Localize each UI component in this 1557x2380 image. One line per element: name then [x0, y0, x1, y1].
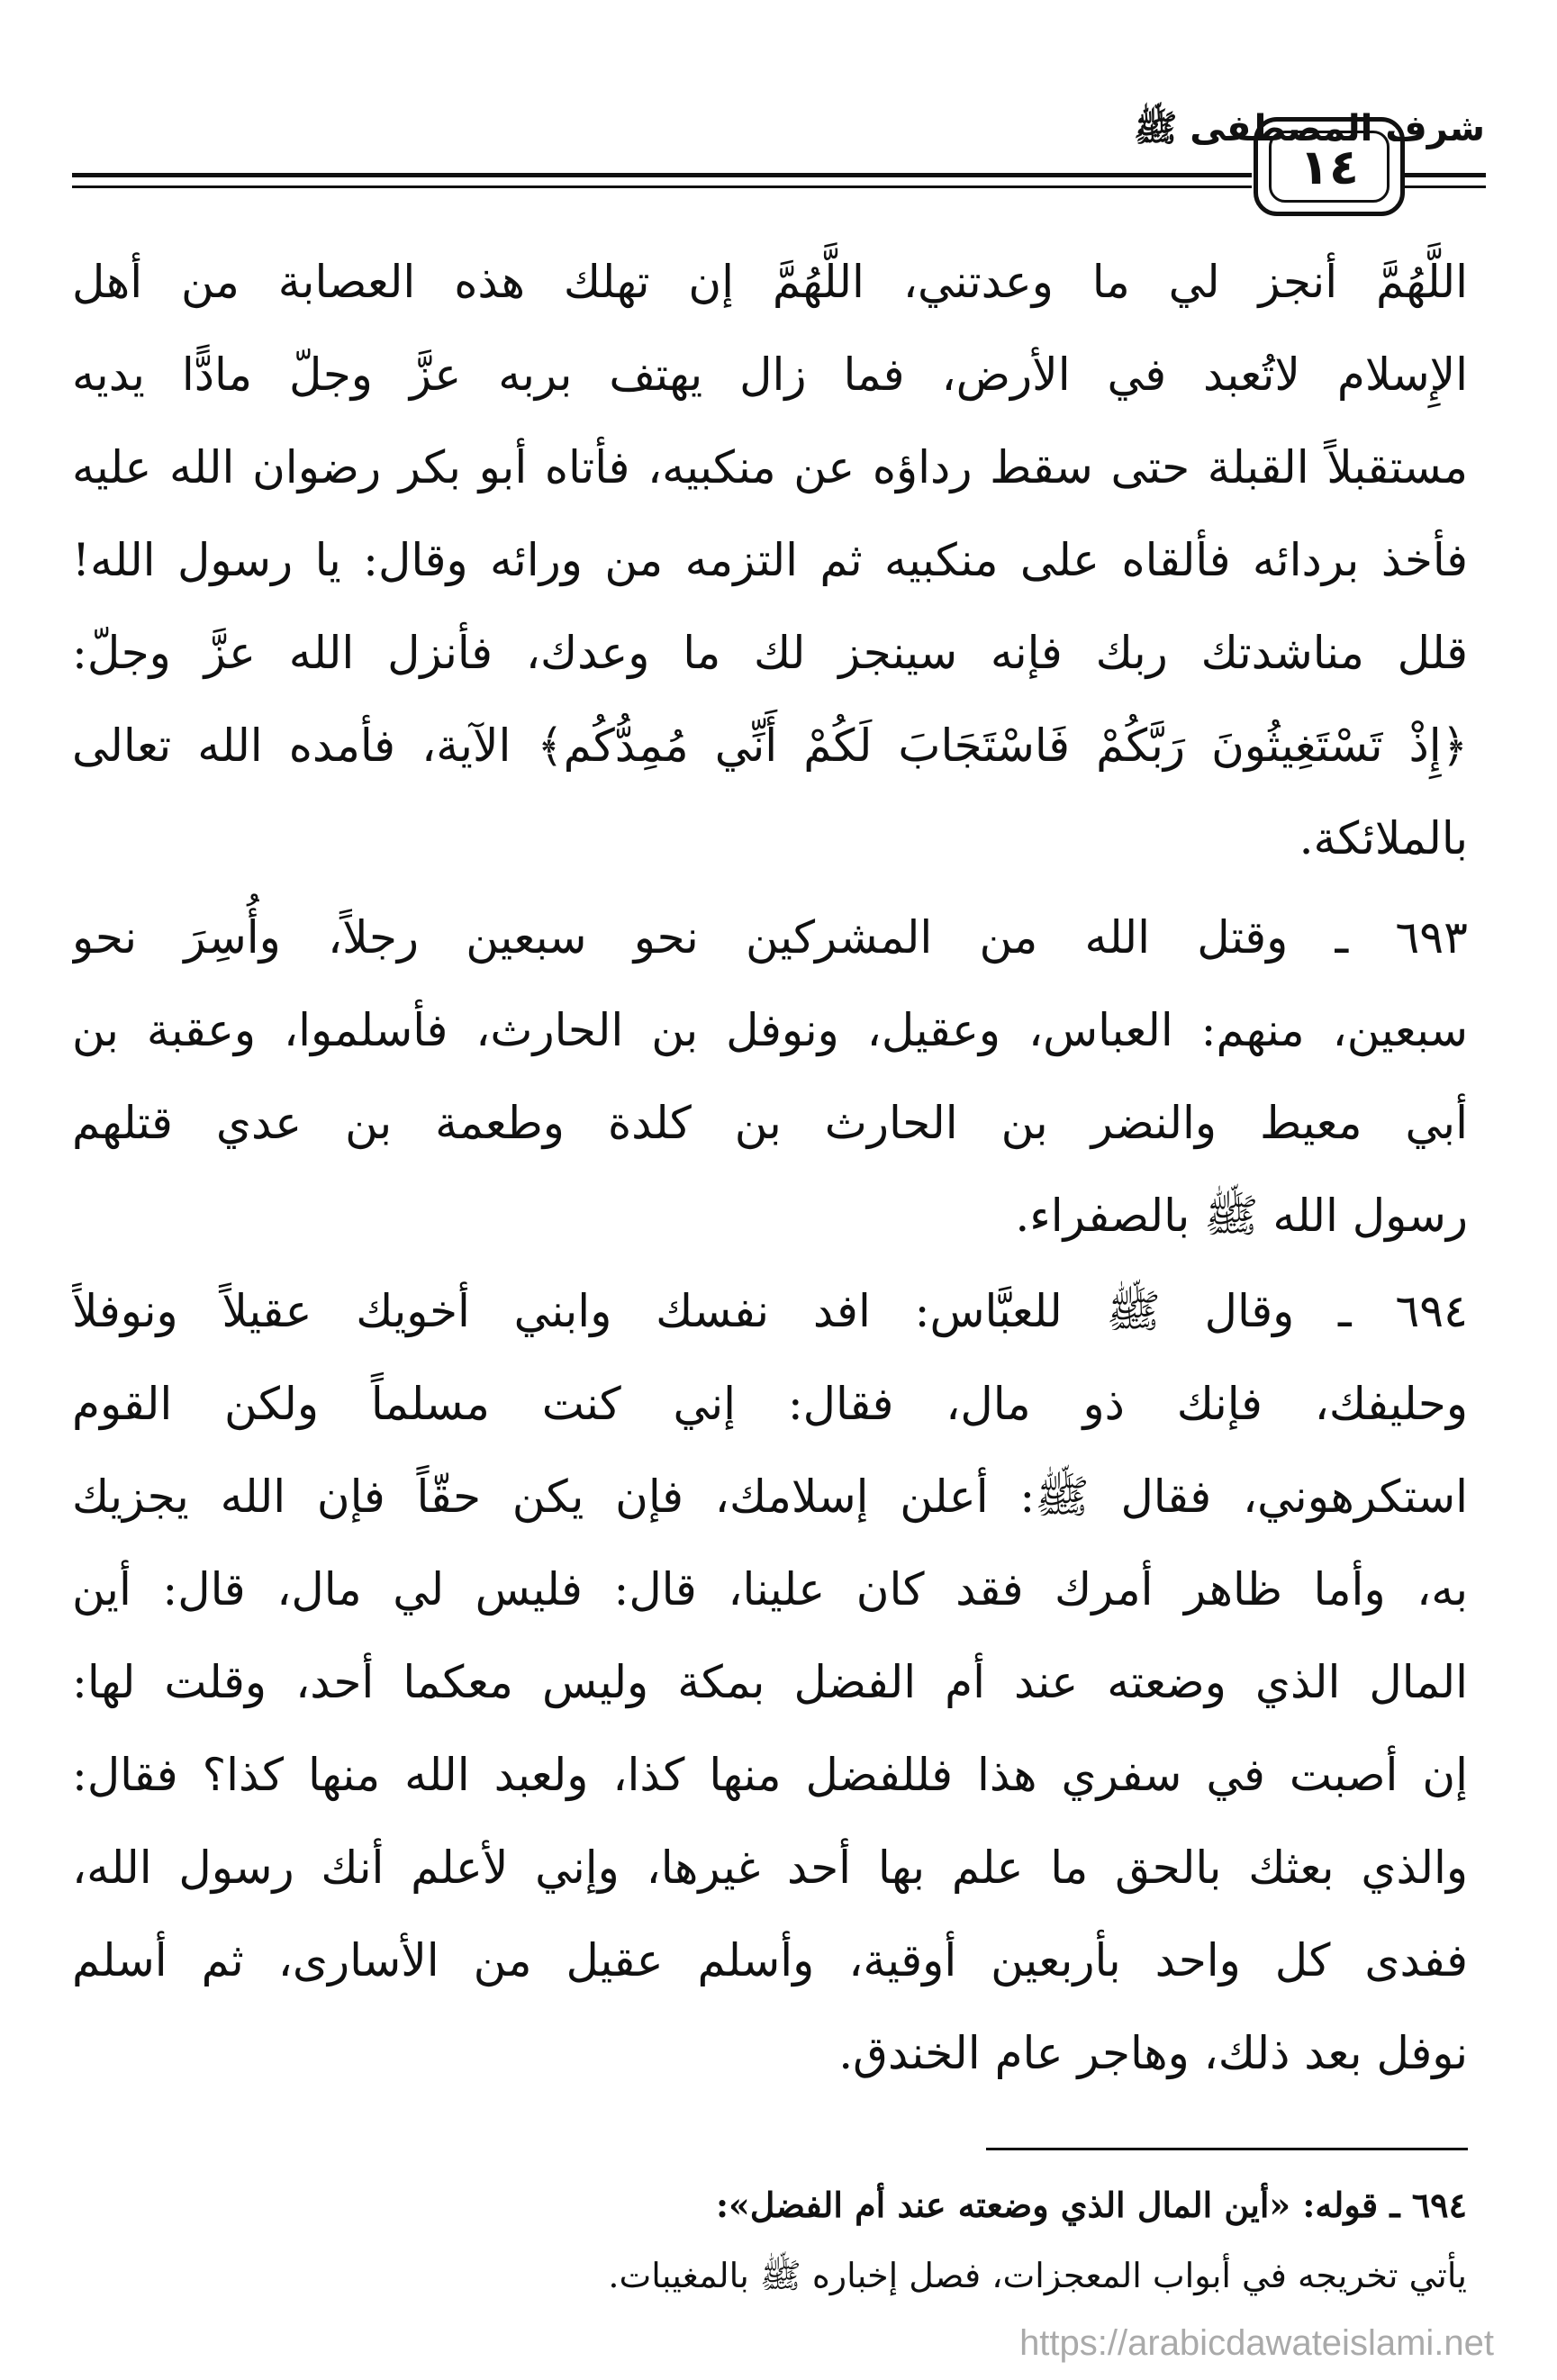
text-line: إن أصبت في سفري هذا فللفضل منها كذا، ولعبد الله منها كذا؟ فقال: — [72, 1749, 1468, 1801]
page-number-frame — [1254, 117, 1405, 216]
running-header-title: شرف المصطفى ﷺ — [1133, 108, 1485, 149]
header-rule-thin-right — [1405, 186, 1486, 188]
text-line: به، وأما ظاهر أمرك فقد كان علينا، قال: فليس لي مال، قال: أين — [72, 1563, 1468, 1615]
header-rule-thick — [72, 173, 1252, 177]
footnote — [206, 2170, 1467, 2311]
watermark-url: https://arabicdawateislami.net — [1019, 2323, 1494, 2363]
text-line: سبعين، منهم: العباس، وعقيل، ونوفل بن الحارث، فأسلموا، وعقبة بن — [72, 1004, 1468, 1056]
footnote-body: يأتي تخريجه في أبواب المعجزات، فصل إخباره ﷺ بالمغيبات. — [608, 2256, 1467, 2295]
paragraph-693 — [72, 891, 1468, 1262]
text-line: ٦٩٤ ـ وقال ﷺ للعبَّاس: افد نفسك وابني أخويك عقيلاً ونوفلاً — [72, 1285, 1468, 1337]
text-line: اللَّهُمَّ أنجز لي ما وعدتني، اللَّهُمَّ إن تهلك هذه العصابة من أهل — [72, 256, 1468, 308]
text-line: استكرهوني، فقال ﷺ: أعلن إسلامك، فإن يكن حقّاً فإن الله يجزيك — [72, 1471, 1468, 1523]
text-line: وحليفك، فإنك ذو مال، فقال: إني كنت مسلماً ولكن القوم — [72, 1378, 1468, 1430]
text-line: أبي معيط والنضر بن الحارث بن كلدة وطعمة بن عدي قتلهم — [72, 1097, 1468, 1149]
footnote-heading: ٦٩٤ ـ قوله: «أين المال الذي وضعته عند أم الفضل»: — [716, 2185, 1467, 2225]
text-line: ﴿إِذْ تَسْتَغِيثُونَ رَبَّكُمْ فَاسْتَجَابَ لَكُمْ أَنِّي مُمِدُّكُم﴾ الآية، فأمده الله تعالى — [72, 719, 1468, 772]
text-line: المال الذي وضعته عند أم الفضل بمكة وليس معكما أحد، وقلت لها: — [72, 1656, 1468, 1708]
text-line: بالملائكة. — [1299, 812, 1468, 864]
text-line: مستقبلاً القبلة حتى سقط رداؤه عن منكبيه، فأتاه أبو بكر رضوان الله عليه — [72, 441, 1468, 493]
text-line: ٦٩٣ ـ وقتل الله من المشركين نحو سبعين رجلاً، وأُسِرَ نحو — [72, 911, 1468, 964]
paragraph-694 — [72, 1265, 1468, 2100]
text-line: رسول الله ﷺ بالصفراء. — [1015, 1190, 1468, 1242]
page-number: ١٤ — [1269, 131, 1390, 203]
footnote-divider — [986, 2148, 1468, 2150]
text-line: قلل مناشدتك ربك فإنه سينجز لك ما وعدك، فأنزل الله عزَّ وجلّ: — [72, 627, 1468, 679]
text-line: ففدى كل واحد بأربعين أوقية، وأسلم عقيل من الأسارى، ثم أسلم — [72, 1934, 1468, 1986]
paragraph-1 — [72, 236, 1468, 885]
header-rule-thick-right — [1405, 173, 1486, 177]
text-line: والذي بعثك بالحق ما علم بها أحد غيرها، وإني لأعلم أنك رسول الله، — [72, 1842, 1468, 1894]
text-line: نوفل بعد ذلك، وهاجر عام الخندق. — [838, 2027, 1468, 2079]
text-line: الإِسلام لاتُعبد في الأرض، فما زال يهتف بربه عزَّ وجلّ مادًّا يديه — [72, 348, 1468, 401]
text-line: فأخذ بردائه فألقاه على منكبيه ثم التزمه من ورائه وقال: يا رسول الله! — [72, 534, 1468, 586]
header-rule-thin — [72, 186, 1252, 188]
